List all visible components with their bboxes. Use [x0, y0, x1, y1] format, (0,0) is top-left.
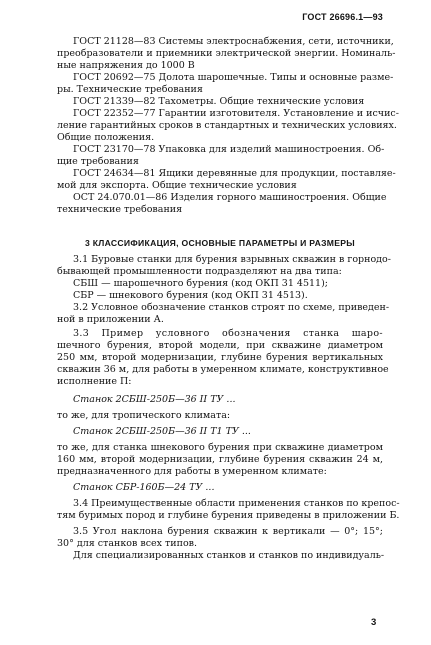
body-line: 250 мм, второй модернизации, глубине бурения вертикальных: [57, 352, 383, 363]
body-line: 3.4 Преимущественные области применения станков по крепос-: [73, 498, 400, 509]
standard-header: ГОСТ 26696.1—93: [302, 12, 383, 22]
body-line: тям буримых пород и глубине бурения приведены в приложении Б.: [57, 510, 400, 521]
body-line: шечного бурения, второй модели, при скважине диаметром: [57, 340, 383, 351]
body-line: предназначенного для работы в умеренном климате:: [57, 466, 327, 477]
body-line: 3.5 Угол наклона бурения скважин к вертикали — 0°; 15°;: [73, 526, 383, 537]
designation-example: Станок СБР-160Б—24 ТУ ...: [73, 482, 215, 493]
standard-line: ГОСТ 24634—81 Ящики деревянные для продукции, поставляе-: [73, 168, 396, 179]
standard-line: преобразователи и приемники электрической энергии. Номиналь-: [57, 48, 396, 59]
section-heading: 3 КЛАССИФИКАЦИЯ, ОСНОВНЫЕ ПАРАМЕТРЫ И РАЗМЕРЫ: [84, 238, 356, 248]
body-line: исполнение П:: [57, 376, 132, 387]
body-line: Для специализированных станков и станков по индивидуаль-: [73, 550, 385, 561]
standard-line: ГОСТ 21339—82 Тахометры. Общие технические условия: [73, 96, 365, 107]
page-number: 3: [371, 617, 377, 628]
body-line: то же, для станка шнекового бурения при скважине диаметром: [57, 442, 383, 453]
designation-example: Станок 2СБШ-250Б—36 II ТУ ...: [73, 394, 236, 405]
standard-line: Общие положения.: [57, 132, 155, 143]
body-line: ной в приложении А.: [57, 314, 164, 325]
body-line: 3.2 Условное обозначение станков строят по схеме, приведен-: [73, 302, 390, 313]
body-line: 3.1 Буровые станки для бурения взрывных скважин в горнодо-: [73, 254, 391, 265]
standard-line: технические требования: [57, 204, 183, 215]
standard-line: ГОСТ 23170—78 Упаковка для изделий машиностроения. Об-: [73, 144, 385, 155]
standard-line: ОСТ 24.070.01—86 Изделия горного машиностроения. Общие: [73, 192, 387, 203]
standard-line: ные напряжения до 1000 В: [57, 60, 195, 71]
standard-line: ление гарантийных сроков в стандартных и технических условиях.: [57, 120, 397, 131]
body-line: 3.3 Пример условного обозначения станка шаро-: [73, 328, 383, 339]
standard-line: мой для экспорта. Общие технические условия: [57, 180, 297, 191]
standard-line: ры. Технические требования: [57, 84, 203, 95]
body-line: бывающей промышленности подразделяют на два типа:: [57, 266, 342, 277]
body-line: скважин 36 м, для работы в умеренном климате, конструктивное: [57, 364, 389, 375]
body-line: СБР — шнекового бурения (код ОКП 31 4513).: [73, 290, 308, 301]
body-line: 30° для станков всех типов.: [57, 538, 198, 549]
designation-example: Станок 2СБШ-250Б—36 II Т1 ТУ ...: [73, 426, 251, 437]
standard-line: ГОСТ 22352—77 Гарантии изготовителя. Установление и исчис-: [73, 108, 399, 119]
standard-line: ГОСТ 21128—83 Системы электроснабжения, сети, источники,: [73, 36, 394, 47]
body-line: СБШ — шарошечного бурения (код ОКП 31 4511);: [73, 278, 328, 289]
standard-line: ГОСТ 20692—75 Долота шарошечные. Типы и основные разме-: [73, 72, 394, 83]
body-line: то же, для тропического климата:: [57, 410, 231, 421]
standard-line: щие требования: [57, 156, 139, 167]
body-line: 160 мм, второй модернизации, глубине бурения скважин 24 м,: [57, 454, 383, 465]
